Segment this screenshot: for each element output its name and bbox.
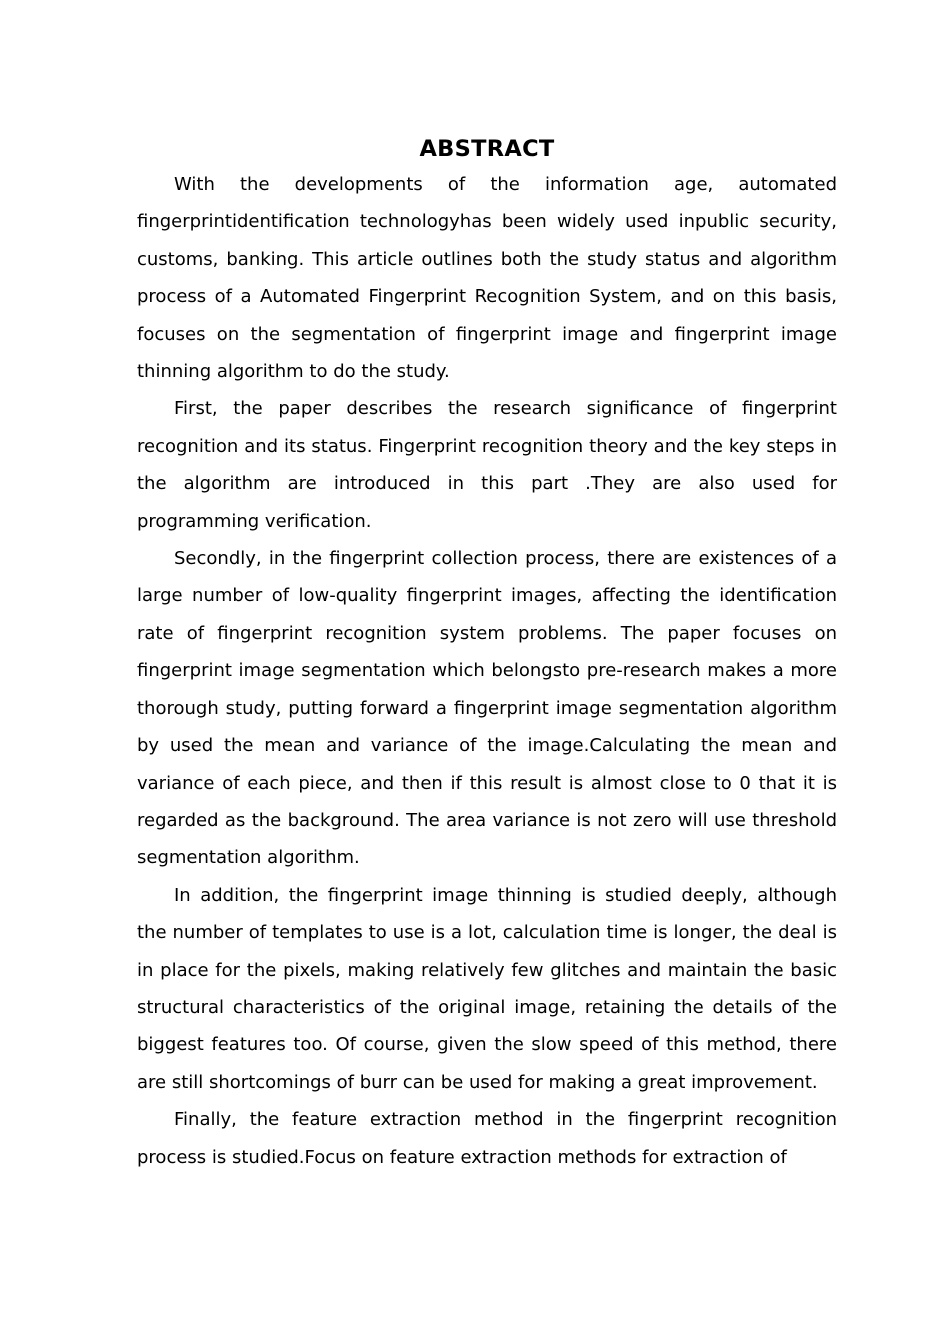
abstract-title: ABSTRACT: [419, 136, 555, 162]
abstract-paragraph-1: With the developments of the information age, automated fingerprintidentification technologyhas been widely used inpublic security, customs, banking. This article outlines both the study status and algorithm process of a Automated Fingerprint Recognition System, and on this basis, focuses on the segmentation of fingerprint image and fingerprint image thinning algorithm to do the study.: [137, 174, 837, 383]
abstract-paragraph-2: First, the paper describes the research significance of fingerprint recognition and its status. Fingerprint recognition theory and the key steps in the algorithm are introduced in this part .They are also used for programming verification.: [137, 398, 837, 532]
abstract-section: [137, 132, 837, 1176]
abstract-paragraph-4: In addition, the fingerprint image thinning is studied deeply, although the number of templates to use is a lot, calculation time is longer, the deal is in place for the pixels, making relatively few glitches and maintain the basic structural characteristics of the original image, retaining the details of the biggest features too. Of course, given the slow speed of this method, there are still shortcomings of burr can be used for making a great improvement.: [137, 884, 837, 1093]
abstract-paragraph-3: Secondly, in the fingerprint collection process, there are existences of a large number of low-quality fingerprint images, affecting the identification rate of fingerprint recognition system problems. The paper focuses on fingerprint image segmentation which belongsto pre-research makes a more thorough study, putting forward a fingerprint image segmentation algorithm by used the mean and variance of the image.Calculating the mean and variance of each piece, and then if this result is almost close to 0 that it is regarded as the background. The area variance is not zero will use threshold segmentation algorithm.: [137, 548, 837, 869]
abstract-paragraph-5: Finally, the feature extraction method in the fingerprint recognition process is studied.Focus on feature extraction methods for extraction of: [137, 1109, 837, 1168]
